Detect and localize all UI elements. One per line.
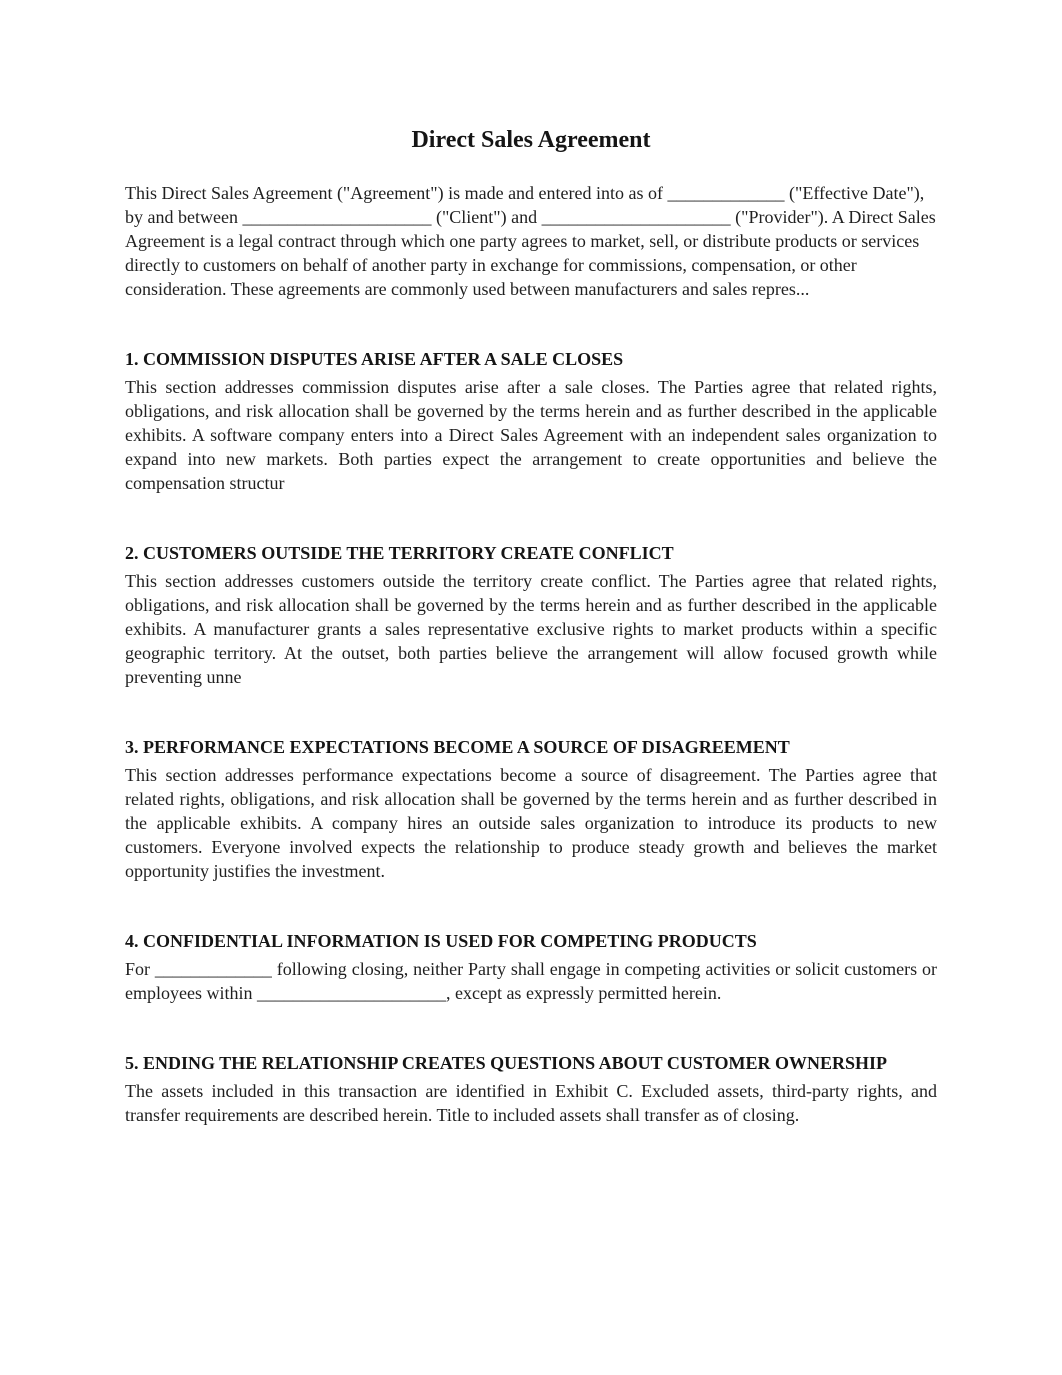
section-4 xyxy=(125,929,937,1005)
section-heading: 3. PERFORMANCE EXPECTATIONS BECOME A SOURCE OF DISAGREEMENT xyxy=(125,737,790,757)
document-content xyxy=(125,122,937,1127)
section-body: The assets included in this transaction are identified in Exhibit C. Excluded assets, third-party rights, and transfer requirements are described herein. Title to included assets shall transfer as of closing. xyxy=(125,1081,937,1125)
section-body: This section addresses performance expectations become a source of disagreement. The Parties agree that related rights, obligations, and risk allocation shall be governed by the terms herein and as further described in the applicable exhibits. A company hires an outside sales organization to introduce its products to new customers. Everyone involved expects the relationship to produce steady growth and believes the market opportunity justifies the investment. xyxy=(125,765,937,881)
intro-paragraph: This Direct Sales Agreement ("Agreement") is made and entered into as of _____________ ("Effective Date"), by and between _____________________ ("Client") and _____________________ ("Provider"). A Direct Sales Agreement is a legal contract through which one party agrees to market, sell, or distribute products or services directly to customers on behalf of another party in exchange for commissions, compensation, or other consideration. These agreements are commonly used between manufacturers and sales repres... xyxy=(125,183,936,299)
section-heading: 1. COMMISSION DISPUTES ARISE AFTER A SALE CLOSES xyxy=(125,349,624,369)
section-heading: 2. CUSTOMERS OUTSIDE THE TERRITORY CREATE CONFLICT xyxy=(125,543,674,563)
document-title: Direct Sales Agreement xyxy=(411,127,651,153)
section-1 xyxy=(125,347,937,495)
section-3 xyxy=(125,735,937,883)
section-body: For _____________ following closing, neither Party shall engage in competing activities or solicit customers or employees within _____________________, except as expressly permitted herein. xyxy=(125,959,937,1003)
section-heading: 4. CONFIDENTIAL INFORMATION IS USED FOR COMPETING PRODUCTS xyxy=(125,931,757,951)
section-body: This section addresses commission disputes arise after a sale closes. The Parties agree that related rights, obligations, and risk allocation shall be governed by the terms herein and as further described in the applicable exhibits. A software company enters into a Direct Sales Agreement with an independent sales organization to expand into new markets. Both parties expect the arrangement to create opportunities and believe the compensation structur xyxy=(125,377,937,493)
section-2 xyxy=(125,541,937,689)
section-5 xyxy=(125,1051,937,1127)
section-body: This section addresses customers outside the territory create conflict. The Parties agree that related rights, obligations, and risk allocation shall be governed by the terms herein and as further described in the applicable exhibits. A manufacturer grants a sales representative exclusive rights to market products within a specific geographic territory. At the outset, both parties believe the arrangement will allow focused growth while preventing unne xyxy=(125,571,937,687)
section-heading: 5. ENDING THE RELATIONSHIP CREATES QUESTIONS ABOUT CUSTOMER OWNERSHIP xyxy=(125,1053,888,1073)
